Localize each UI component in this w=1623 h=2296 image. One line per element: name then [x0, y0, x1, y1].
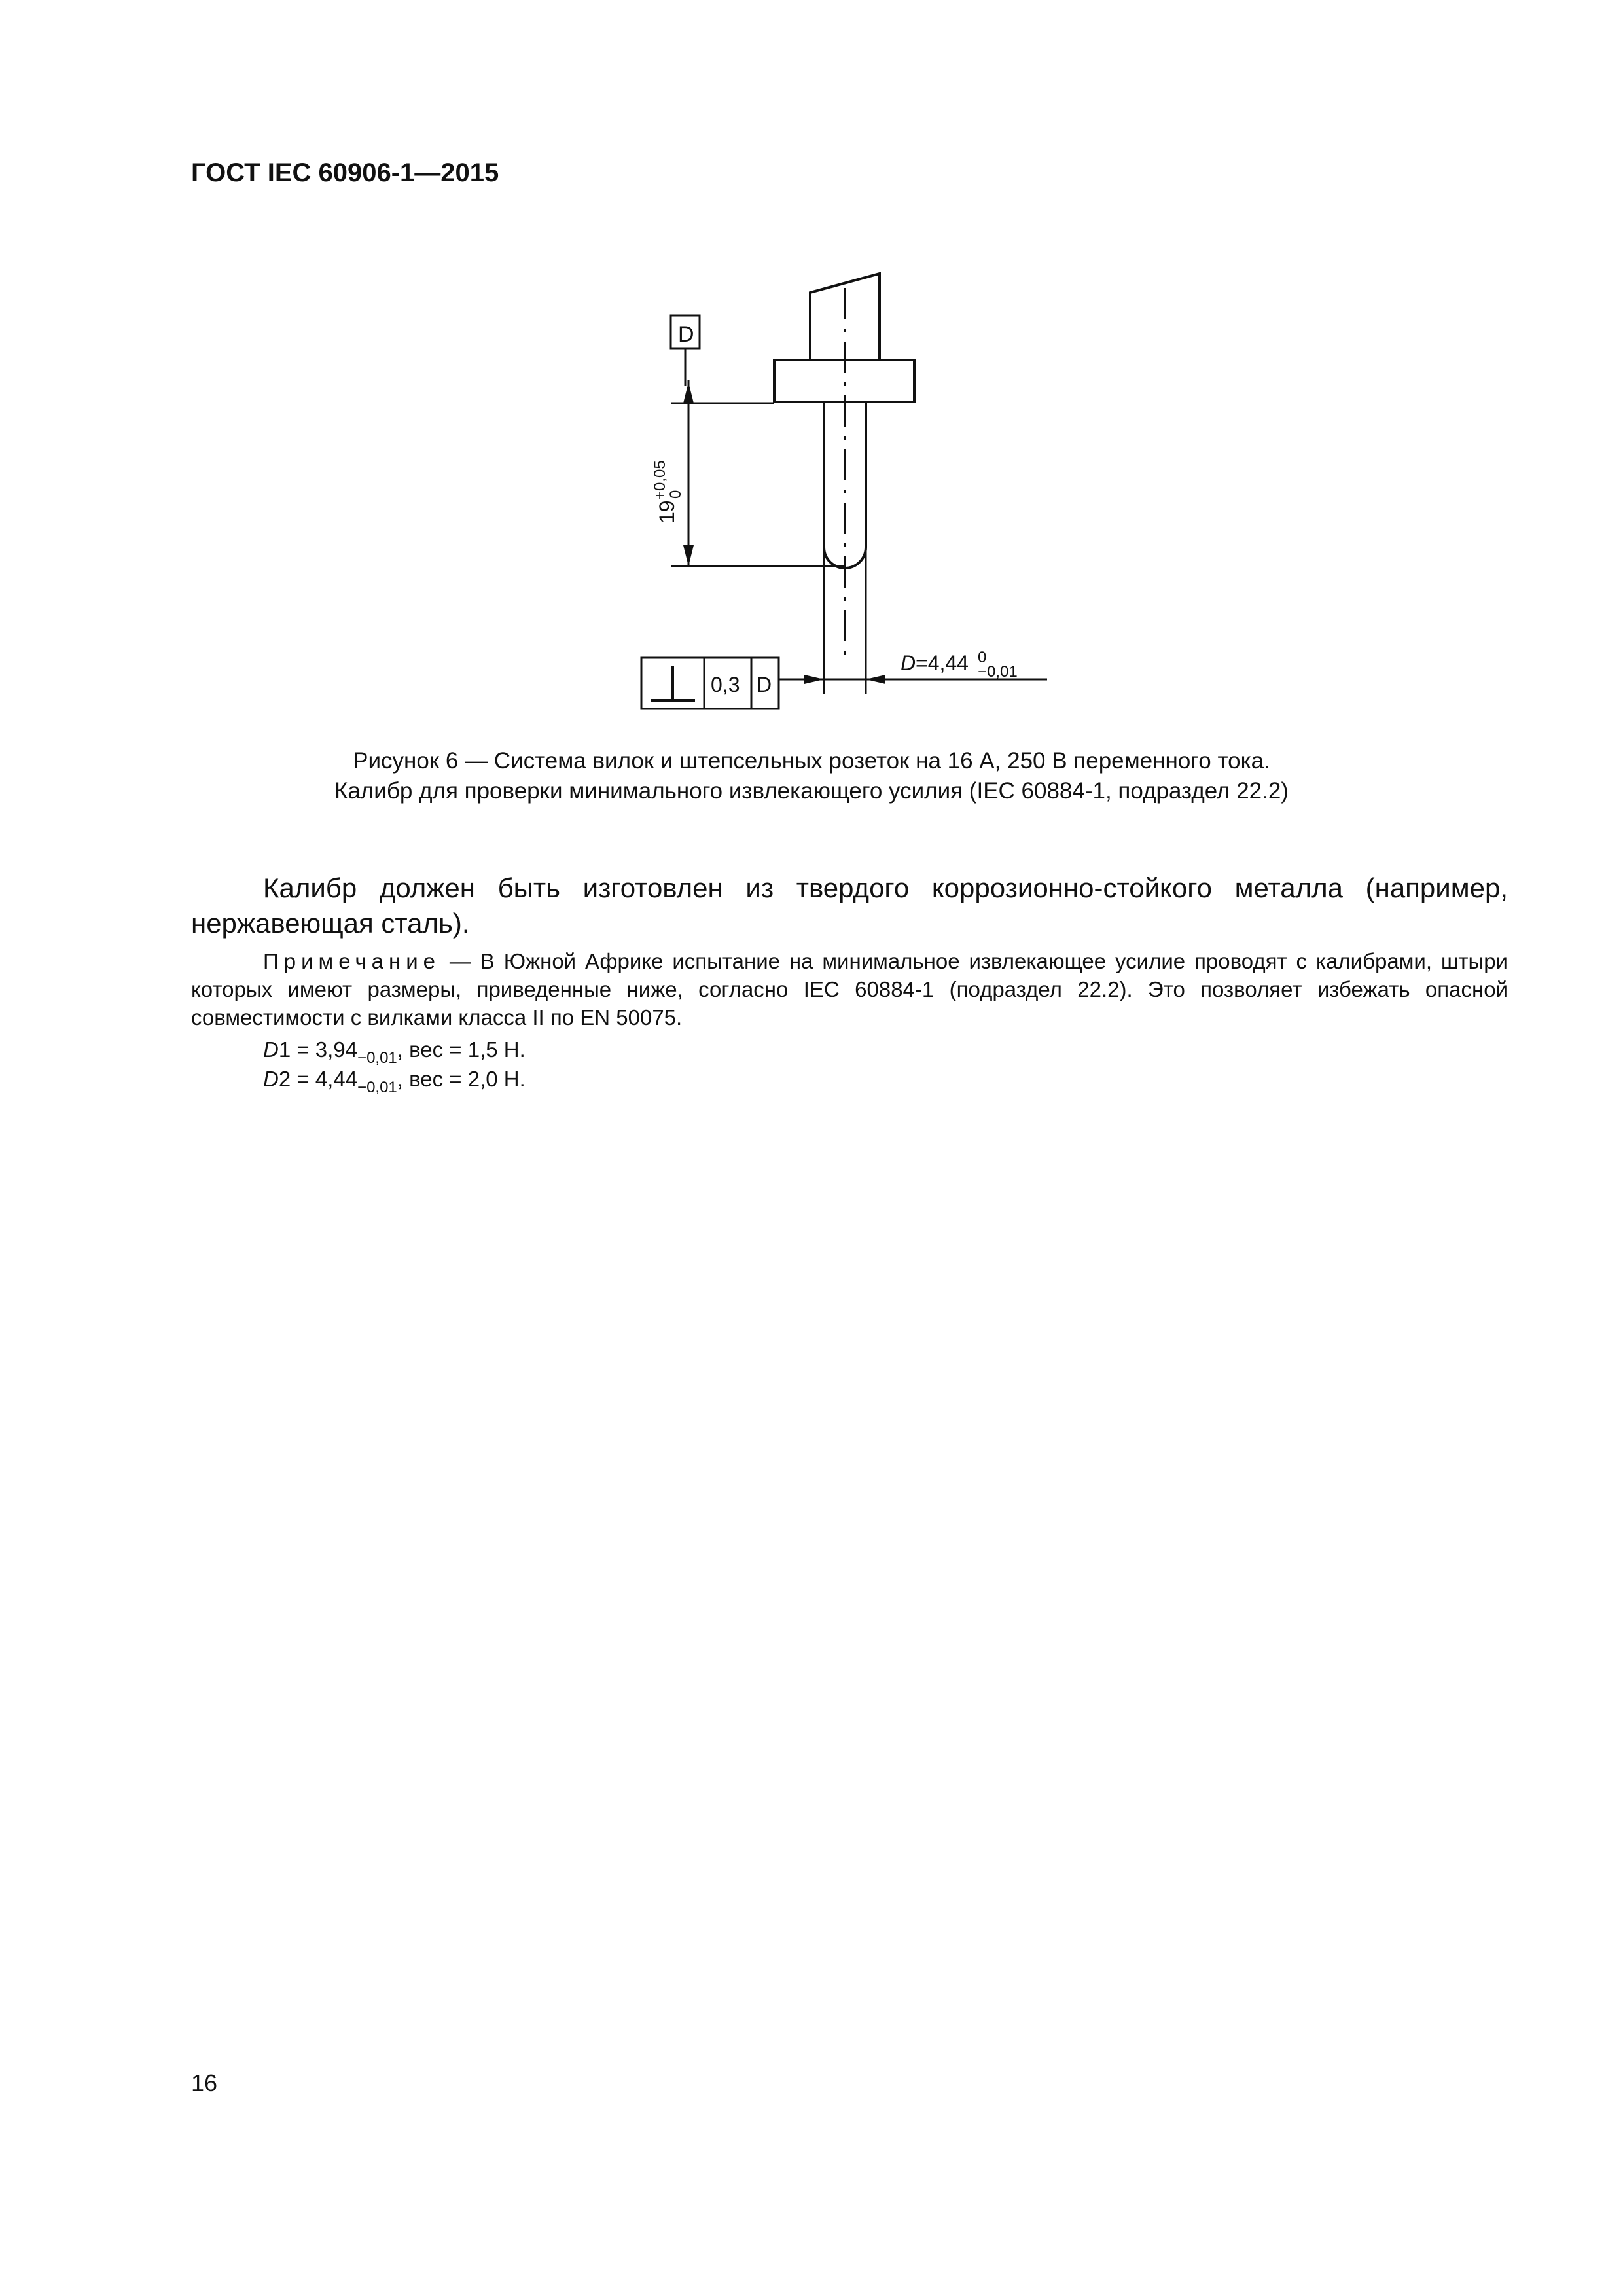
- diameter-lower: −0,01: [978, 663, 1018, 681]
- diameter-value: =4,44: [916, 651, 969, 675]
- tolerance-value: 0,3: [711, 673, 740, 696]
- formula-d1: [263, 1035, 526, 1067]
- height-dim-upper: +0,05: [651, 460, 669, 500]
- body-paragraph: Калибр должен быть изготовлен из твердого коррозионно-стойкого металла (например, нержавеющая сталь).: [191, 872, 1508, 939]
- formula-value: = 3,94: [291, 1037, 358, 1062]
- gauge-drawing: [0, 0, 1623, 733]
- height-dim-base: 19: [655, 500, 679, 524]
- formula-var: D: [263, 1037, 279, 1062]
- formula-weight: , вес = 2,0 Н.: [397, 1067, 526, 1091]
- formula-tolerance: −0,01: [357, 1079, 397, 1096]
- formula-value: = 4,44: [291, 1067, 358, 1091]
- formula-index: 2: [278, 1067, 291, 1091]
- note-block: [191, 947, 1508, 1031]
- note-label: Примечание: [263, 949, 441, 973]
- diameter-upper: 0: [978, 649, 987, 666]
- datum-label: D: [678, 322, 694, 347]
- figure-caption-line-1: Рисунок 6 — Система вилок и штепсельных розеток на 16 А, 250 В переменного тока.: [353, 748, 1270, 774]
- gauge-pin: [824, 402, 866, 568]
- diameter-var: D: [901, 651, 916, 675]
- formula-var: D: [263, 1067, 279, 1091]
- page-number: 16: [191, 2070, 218, 2096]
- formula-d2: [263, 1065, 526, 1096]
- tolerance-datum: D: [757, 673, 772, 696]
- document-header: ГОСТ IEC 60906-1—2015: [191, 158, 499, 187]
- height-dim-lower: 0: [667, 490, 685, 499]
- formula-tolerance: −0,01: [357, 1049, 397, 1067]
- formula-index: 1: [278, 1037, 291, 1062]
- formula-weight: , вес = 1,5 Н.: [397, 1037, 526, 1062]
- note-text: — В Южной Африке испытание на минимальное извлекающее усилие проводят с калибрами, штыри которых имеют размеры, приведенные ниже, согласно IEC 60884-1 (подраздел 22.2). Это позволяет избежать опасной совместимости с вилками класса II по EN 50075.: [191, 949, 1508, 1030]
- figure-caption-line-2: Калибр для проверки минимального извлекающего усилия (IEC 60884-1, подраздел 22.2): [334, 778, 1289, 804]
